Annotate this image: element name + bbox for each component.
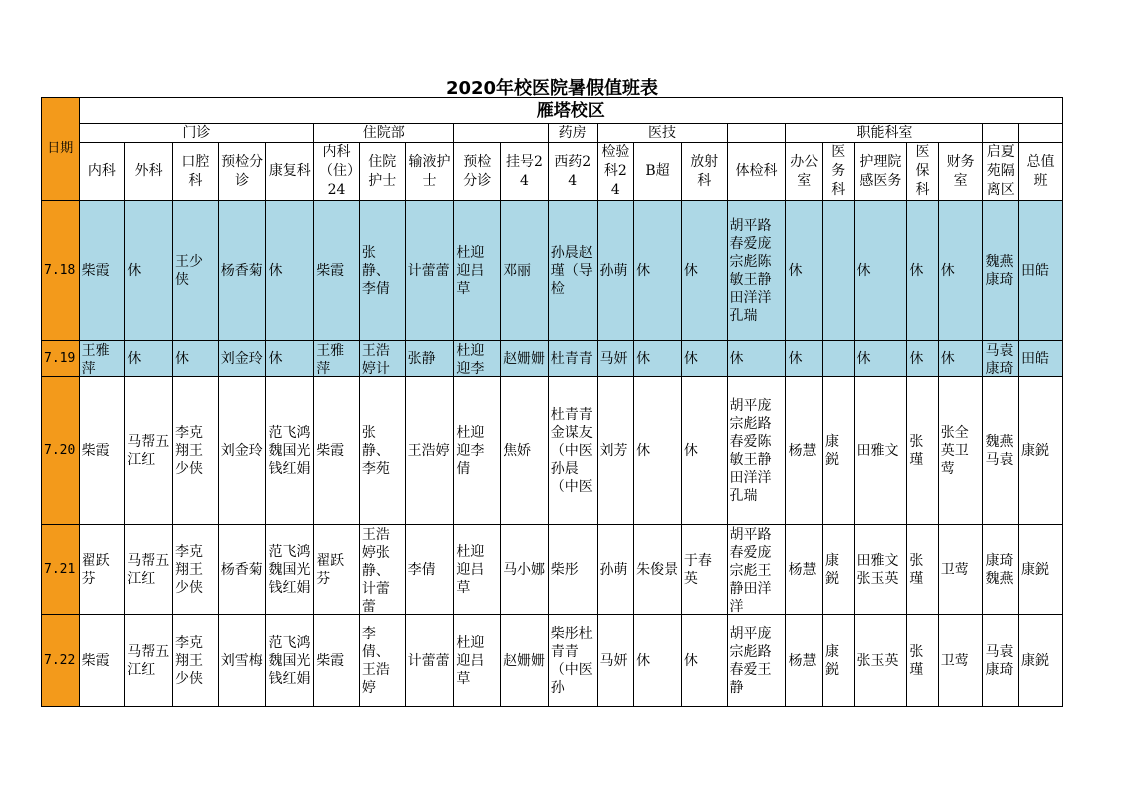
column-header: 挂号24 xyxy=(501,143,549,201)
cell-text: 休 xyxy=(788,350,803,367)
column-header: 财务室 xyxy=(938,143,983,201)
cell-text: 刘雪梅 xyxy=(220,652,263,669)
schedule-cell xyxy=(727,201,786,341)
schedule-cell xyxy=(823,377,854,525)
cell-text: 张静 xyxy=(407,350,436,367)
cell-text: 刘金玲 xyxy=(220,350,263,367)
schedule-cell xyxy=(125,525,173,615)
date-cell: 7.21 xyxy=(42,525,80,615)
schedule-cell xyxy=(854,201,907,341)
schedule-cell xyxy=(1019,615,1063,707)
schedule-cell xyxy=(173,201,219,341)
cell-text: 孙萌 xyxy=(599,262,628,279)
schedule-cell xyxy=(405,341,454,377)
schedule-cell xyxy=(405,525,454,615)
schedule-cell xyxy=(786,525,823,615)
cell-text: 翟跃芬 xyxy=(81,552,110,587)
cell-text: 柴霞 xyxy=(316,652,345,669)
cell-text: 休 xyxy=(856,350,871,367)
schedule-cell xyxy=(454,377,501,525)
cell-text: 康琦魏燕 xyxy=(985,552,1014,587)
schedule-cell xyxy=(983,341,1019,377)
cell-text: 胡平路春爱庞宗彪王静田洋洋 xyxy=(729,526,772,614)
cell-text: 马帮五江红 xyxy=(127,552,170,587)
cell-text: 张玉英 xyxy=(856,652,899,669)
group-header xyxy=(454,124,548,143)
cell-text: 王浩婷 xyxy=(407,442,450,459)
cell-text: 休 xyxy=(856,262,871,279)
cell-text: 杨慧 xyxy=(788,561,817,578)
schedule-cell xyxy=(501,341,549,377)
schedule-cell xyxy=(218,201,266,341)
schedule-cell xyxy=(907,525,938,615)
schedule-cell xyxy=(823,525,854,615)
cell-text: 范飞鸿魏国光钱红娟 xyxy=(268,634,311,687)
cell-text: 休 xyxy=(636,652,651,669)
cell-text: 杜青青 xyxy=(550,350,593,367)
cell-text: 赵姗姗 xyxy=(503,350,546,367)
cell-text: 张瑾 xyxy=(909,552,924,587)
cell-text: 杜迎迎李 xyxy=(456,342,485,376)
cell-text: 朱俊景 xyxy=(636,561,679,578)
schedule-cell xyxy=(454,201,501,341)
schedule-cell xyxy=(983,377,1019,525)
cell-text: 计蕾蕾 xyxy=(407,262,450,279)
cell-text: 张瑾 xyxy=(909,433,924,468)
schedule-cell xyxy=(1019,525,1063,615)
column-header: 输液护士 xyxy=(405,143,454,201)
schedule-cell xyxy=(125,341,173,377)
schedule-cell xyxy=(1019,201,1063,341)
cell-text: 胡平庞宗彪路春爱陈敏王静田洋洋孔瑞 xyxy=(729,397,772,504)
cell-text: 康鋭 xyxy=(825,433,840,468)
cell-text: 刘芳 xyxy=(599,442,628,459)
cell-text: 胡平路春爱庞宗彪陈敏王静田洋洋孔瑞 xyxy=(729,217,772,324)
cell-text: 田雅文张玉英 xyxy=(856,552,899,587)
cell-text: 杜迎迎吕草 xyxy=(456,244,485,297)
cell-text: 康鋭 xyxy=(1021,561,1050,578)
cell-text: 王雅萍 xyxy=(316,342,345,376)
cell-text: 于春英 xyxy=(683,552,712,587)
cell-text: 休 xyxy=(940,350,955,367)
cell-text: 马帮五江红 xyxy=(127,433,170,468)
schedule-cell xyxy=(634,615,682,707)
cell-text: 翟跃芬 xyxy=(316,552,345,587)
column-header: 检验科24 xyxy=(597,143,634,201)
schedule-cell xyxy=(907,615,938,707)
table-row xyxy=(42,341,1063,377)
group-header: 门诊 xyxy=(79,124,314,143)
column-header: 住院护士 xyxy=(359,143,405,201)
campus-header: 雁塔校区 xyxy=(79,98,1062,124)
cell-text: 休 xyxy=(788,262,803,279)
table-row xyxy=(42,525,1063,615)
schedule-cell xyxy=(125,377,173,525)
date-cell: 7.20 xyxy=(42,377,80,525)
schedule-cell xyxy=(854,341,907,377)
column-header: 口腔科 xyxy=(173,143,219,201)
column-header: 内科（住）24 xyxy=(314,143,360,201)
schedule-cell xyxy=(548,341,597,377)
cell-text: 李克翔王少侠 xyxy=(175,424,204,477)
date-cell: 7.19 xyxy=(42,341,80,377)
cell-text: 柴霞 xyxy=(81,442,110,459)
date-cell: 7.22 xyxy=(42,615,80,707)
group-header xyxy=(983,124,1019,143)
cell-text: 田皓 xyxy=(1021,350,1050,367)
cell-text: 范飞鸿魏国光钱红娟 xyxy=(268,424,311,477)
schedule-cell xyxy=(983,201,1019,341)
cell-text: 柴霞 xyxy=(316,262,345,279)
schedule-cell xyxy=(218,341,266,377)
schedule-cell xyxy=(125,201,173,341)
cell-text: 休 xyxy=(268,350,283,367)
cell-text: 杜迎迎吕草 xyxy=(456,543,485,596)
schedule-cell xyxy=(454,341,501,377)
schedule-cell xyxy=(501,377,549,525)
schedule-cell xyxy=(786,615,823,707)
schedule-cell xyxy=(597,615,634,707)
schedule-cell xyxy=(854,615,907,707)
schedule-cell xyxy=(938,377,983,525)
cell-text: 休 xyxy=(729,350,744,367)
cell-text: 王浩婷计 xyxy=(361,342,390,376)
cell-text: 马袁康琦 xyxy=(985,643,1014,678)
schedule-cell xyxy=(597,201,634,341)
schedule-cell xyxy=(681,341,727,377)
schedule-cell xyxy=(359,341,405,377)
schedule-cell xyxy=(125,615,173,707)
schedule-cell xyxy=(597,341,634,377)
cell-text: 魏燕康琦 xyxy=(985,253,1014,288)
schedule-cell xyxy=(501,615,549,707)
cell-text: 休 xyxy=(636,262,651,279)
column-header: 总值班 xyxy=(1019,143,1063,201)
column-header: 办公室 xyxy=(786,143,823,201)
schedule-cell xyxy=(938,201,983,341)
cell-text: 柴霞 xyxy=(81,262,110,279)
schedule-cell xyxy=(727,341,786,377)
schedule-cell xyxy=(548,525,597,615)
schedule-cell xyxy=(405,377,454,525)
group-header xyxy=(1019,124,1063,143)
column-header: 西药24 xyxy=(548,143,597,201)
cell-text: 魏燕马袁 xyxy=(985,433,1014,468)
cell-text: 刘金玲 xyxy=(220,442,263,459)
cell-text: 杜迎迎李倩 xyxy=(456,424,485,477)
cell-text: 休 xyxy=(683,442,698,459)
schedule-cell xyxy=(79,201,125,341)
cell-text: 范飞鸿魏国光钱红娟 xyxy=(268,543,311,596)
cell-text: 孙萌 xyxy=(599,561,628,578)
cell-text: 焦娇 xyxy=(503,442,532,459)
cell-text: 张静、李倩 xyxy=(361,244,390,297)
schedule-cell xyxy=(938,525,983,615)
cell-text: 计蕾蕾 xyxy=(407,652,450,669)
cell-text: 休 xyxy=(127,350,142,367)
cell-text: 杨香菊 xyxy=(220,561,263,578)
schedule-cell xyxy=(173,525,219,615)
schedule-cell xyxy=(597,525,634,615)
cell-text: 柴彤 xyxy=(550,561,579,578)
schedule-cell xyxy=(634,525,682,615)
cell-text: 休 xyxy=(909,262,924,279)
schedule-cell xyxy=(634,377,682,525)
schedule-cell xyxy=(823,201,854,341)
schedule-cell xyxy=(501,525,549,615)
cell-text: 康鋭 xyxy=(825,552,840,587)
duty-schedule-table xyxy=(41,97,1063,707)
cell-text: 张全英卫莺 xyxy=(940,424,969,477)
cell-text: 田皓 xyxy=(1021,262,1050,279)
column-header: 放射科 xyxy=(681,143,727,201)
cell-text: 张静、李苑 xyxy=(361,424,390,477)
schedule-cell xyxy=(405,201,454,341)
schedule-cell xyxy=(314,377,360,525)
schedule-cell xyxy=(1019,377,1063,525)
schedule-cell xyxy=(218,377,266,525)
cell-text: 柴霞 xyxy=(316,442,345,459)
schedule-cell xyxy=(79,377,125,525)
schedule-cell xyxy=(359,377,405,525)
column-header: 启夏苑隔离区 xyxy=(983,143,1019,201)
schedule-cell xyxy=(359,525,405,615)
schedule-cell xyxy=(314,525,360,615)
schedule-cell xyxy=(266,615,314,707)
cell-text: 赵姗姗 xyxy=(503,652,546,669)
schedule-cell xyxy=(266,201,314,341)
cell-text: 王浩婷张静、计蕾蕾 xyxy=(361,526,390,614)
schedule-cell xyxy=(314,341,360,377)
group-header: 职能科室 xyxy=(786,124,983,143)
cell-text: 休 xyxy=(683,262,698,279)
schedule-cell xyxy=(634,201,682,341)
cell-text: 康鋭 xyxy=(1021,442,1050,459)
schedule-cell xyxy=(314,615,360,707)
cell-text: 杨香菊 xyxy=(220,262,263,279)
schedule-cell xyxy=(727,377,786,525)
schedule-cell xyxy=(823,615,854,707)
cell-text: 张瑾 xyxy=(909,643,924,678)
column-header: 体检科 xyxy=(727,143,786,201)
schedule-cell xyxy=(597,377,634,525)
cell-text: 邓丽 xyxy=(503,262,532,279)
schedule-cell xyxy=(266,525,314,615)
column-header: 预检分诊 xyxy=(454,143,501,201)
schedule-cell xyxy=(681,201,727,341)
schedule-cell xyxy=(983,615,1019,707)
cell-text: 休 xyxy=(268,262,283,279)
cell-text: 卫莺 xyxy=(940,561,969,578)
cell-text: 休 xyxy=(636,350,651,367)
schedule-cell xyxy=(727,615,786,707)
schedule-cell xyxy=(823,341,854,377)
schedule-cell xyxy=(173,341,219,377)
schedule-cell xyxy=(79,525,125,615)
group-header: 药房 xyxy=(548,124,597,143)
cell-text: 王雅萍 xyxy=(81,342,110,376)
group-header: 住院部 xyxy=(314,124,454,143)
schedule-cell xyxy=(938,615,983,707)
cell-text: 王少侠 xyxy=(175,253,204,288)
schedule-cell xyxy=(681,525,727,615)
schedule-cell xyxy=(359,615,405,707)
schedule-cell xyxy=(727,525,786,615)
schedule-cell xyxy=(907,377,938,525)
cell-text: 休 xyxy=(175,350,190,367)
table-row xyxy=(42,615,1063,707)
cell-text: 休 xyxy=(940,262,955,279)
schedule-cell xyxy=(548,615,597,707)
schedule-cell xyxy=(907,201,938,341)
schedule-cell xyxy=(405,615,454,707)
cell-text: 马袁康琦 xyxy=(985,342,1014,376)
column-header: 外科 xyxy=(125,143,173,201)
schedule-cell xyxy=(314,201,360,341)
schedule-cell xyxy=(681,377,727,525)
cell-text: 休 xyxy=(127,262,142,279)
schedule-cell xyxy=(454,525,501,615)
schedule-cell xyxy=(548,201,597,341)
cell-text: 李克翔王少侠 xyxy=(175,634,204,687)
cell-text: 康鋭 xyxy=(825,643,840,678)
schedule-cell xyxy=(1019,341,1063,377)
schedule-cell xyxy=(218,525,266,615)
date-cell: 7.18 xyxy=(42,201,80,341)
column-header: 医务科 xyxy=(823,143,854,201)
cell-text: 李倩、王浩婷 xyxy=(361,625,390,696)
cell-text: 杨慧 xyxy=(788,652,817,669)
cell-text: 孙晨赵瑾（导检 xyxy=(550,244,593,297)
column-header: 护理院感医务 xyxy=(854,143,907,201)
schedule-cell xyxy=(218,615,266,707)
schedule-cell xyxy=(266,341,314,377)
column-header: 内科 xyxy=(79,143,125,201)
schedule-cell xyxy=(786,341,823,377)
schedule-cell xyxy=(359,201,405,341)
schedule-cell xyxy=(786,377,823,525)
cell-text: 柴彤杜青青（中医孙 xyxy=(550,625,593,696)
cell-text: 马小娜 xyxy=(503,561,546,578)
schedule-cell xyxy=(854,525,907,615)
cell-text: 马帮五江红 xyxy=(127,643,170,678)
schedule-cell xyxy=(548,377,597,525)
schedule-cell xyxy=(786,201,823,341)
cell-text: 胡平庞宗彪路春爱王静 xyxy=(729,625,772,696)
cell-text: 卫莺 xyxy=(940,652,969,669)
cell-text: 休 xyxy=(683,350,698,367)
cell-text: 休 xyxy=(683,652,698,669)
cell-text: 李倩 xyxy=(407,561,436,578)
cell-text: 柴霞 xyxy=(81,652,110,669)
schedule-cell xyxy=(266,377,314,525)
schedule-cell xyxy=(681,615,727,707)
schedule-cell xyxy=(983,525,1019,615)
group-header: 医技 xyxy=(597,124,727,143)
date-header: 日期 xyxy=(42,98,80,201)
column-header: B超 xyxy=(634,143,682,201)
page-title: 2020年校医院暑假值班表 xyxy=(445,78,659,99)
cell-text: 杜迎迎吕草 xyxy=(456,634,485,687)
cell-text: 李克翔王少侠 xyxy=(175,543,204,596)
schedule-cell xyxy=(79,341,125,377)
cell-text: 马妍 xyxy=(599,652,628,669)
schedule-cell xyxy=(454,615,501,707)
schedule-cell xyxy=(907,341,938,377)
column-header: 预检分诊 xyxy=(218,143,266,201)
column-header: 康复科 xyxy=(266,143,314,201)
cell-text: 杜青青金谋友（中医孙晨（中医 xyxy=(550,406,593,495)
cell-text: 杨慧 xyxy=(788,442,817,459)
column-header: 医保科 xyxy=(907,143,938,201)
schedule-cell xyxy=(938,341,983,377)
table-row xyxy=(42,201,1063,341)
cell-text: 田雅文 xyxy=(856,442,899,459)
group-header xyxy=(727,124,786,143)
cell-text: 马妍 xyxy=(599,350,628,367)
schedule-cell xyxy=(854,377,907,525)
cell-text: 康鋭 xyxy=(1021,652,1050,669)
schedule-cell xyxy=(173,377,219,525)
table-row xyxy=(42,377,1063,525)
schedule-cell xyxy=(173,615,219,707)
cell-text: 休 xyxy=(636,442,651,459)
schedule-cell xyxy=(634,341,682,377)
schedule-cell xyxy=(501,201,549,341)
cell-text: 休 xyxy=(909,350,924,367)
schedule-cell xyxy=(79,615,125,707)
